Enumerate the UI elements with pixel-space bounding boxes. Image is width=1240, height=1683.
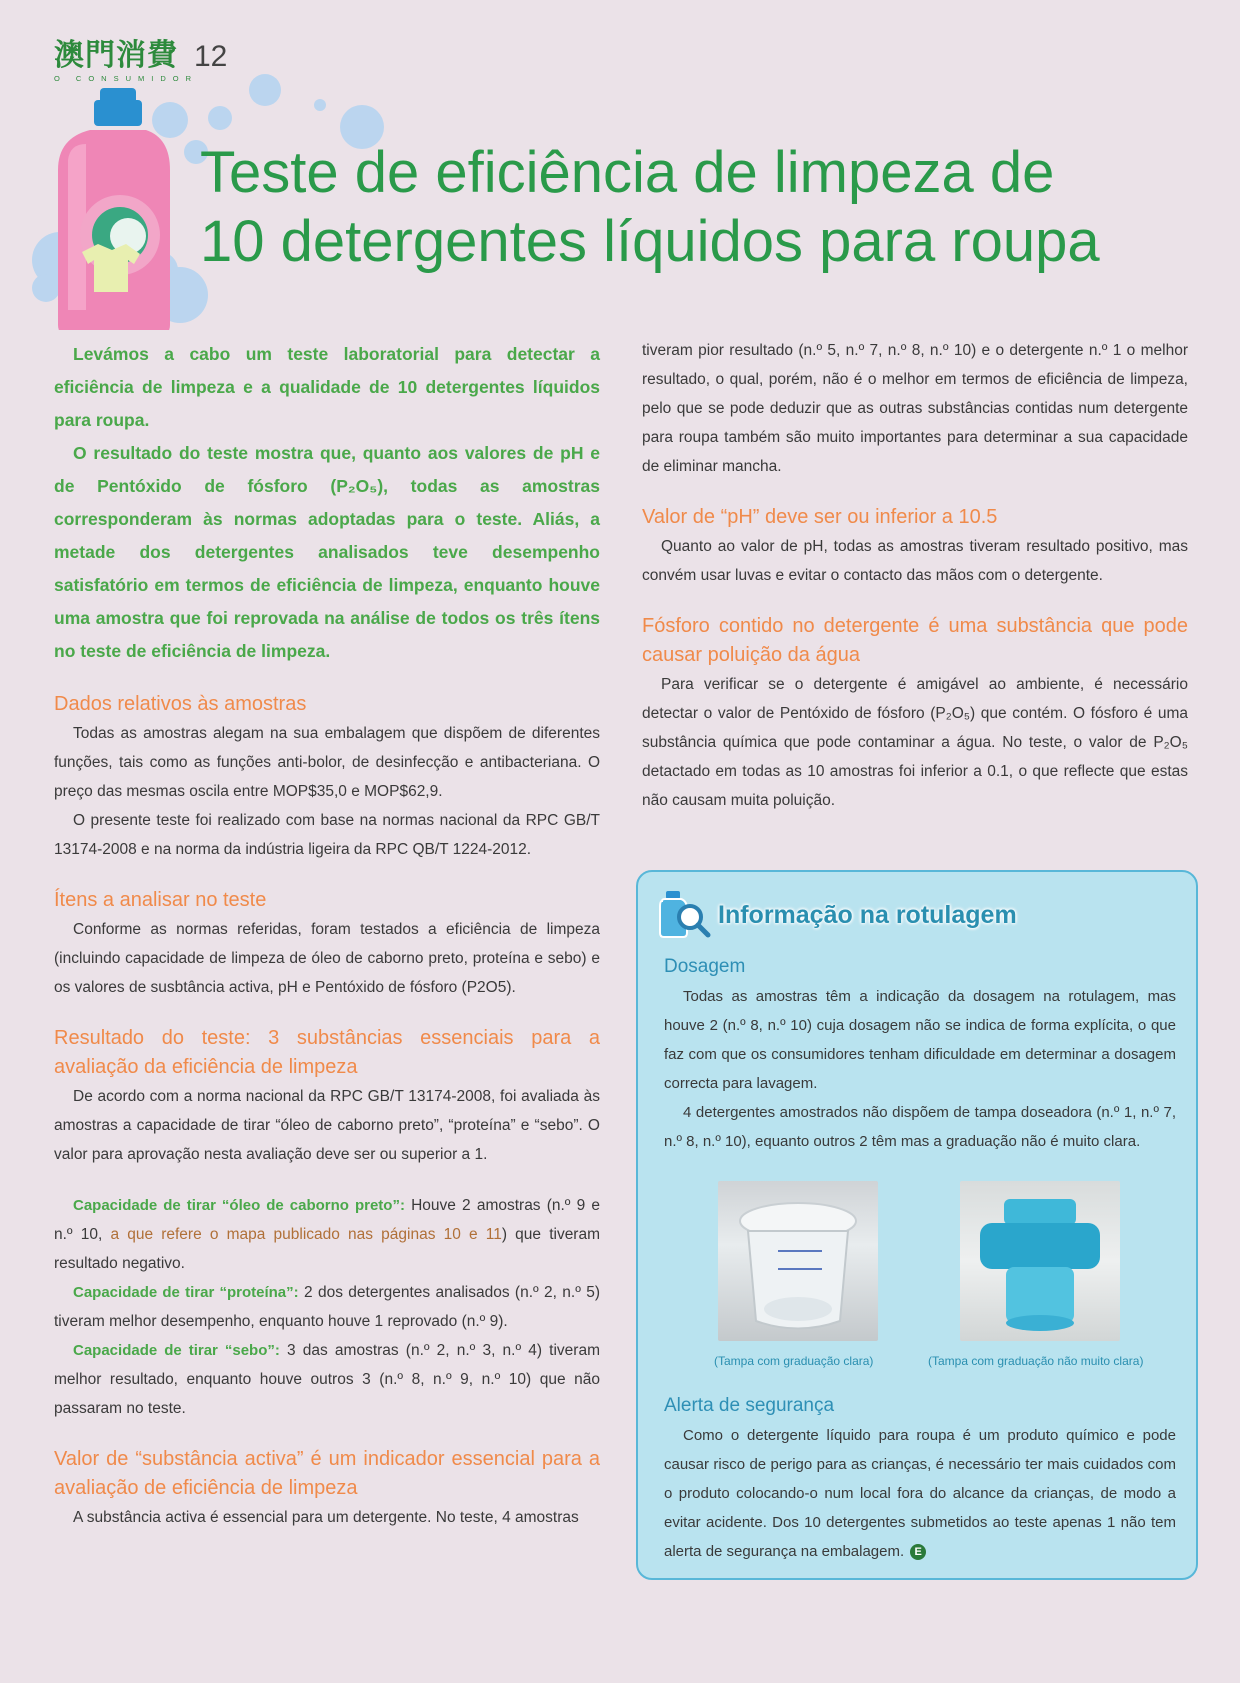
heading-dosagem: Dosagem xyxy=(664,956,746,977)
article-title xyxy=(200,138,1210,276)
oleo-text-2: ) que tiveram resultado negativo. xyxy=(54,1226,601,1272)
activa-paragraph: A substância activa é essencial para um detergente. No teste, 4 amostras xyxy=(73,1509,579,1526)
left-column xyxy=(54,338,600,1532)
oleo-text-1: Houve 2 amostras (n.º 9 e n.º 10, xyxy=(54,1197,600,1243)
end-mark-icon: E xyxy=(910,1544,926,1560)
dados-paragraph-2: O presente teste foi realizado com base na normas nacional da RPC GB/T 13174-2008 e na norma da indústria ligeira da RPC QB/T 1224-2012. xyxy=(54,812,600,858)
intro-section xyxy=(54,338,600,668)
logo-text: 澳門消費 xyxy=(54,38,178,73)
heading-itens: Ítens a analisar no teste xyxy=(54,889,267,911)
heading-fosforo: Fósforo contido no detergente é uma substância que pode causar poluição da água xyxy=(642,615,1188,666)
heading-substancia-activa: Valor de “substância activa” é um indicador essencial para a avaliação de eficiência de limpeza xyxy=(54,1448,600,1499)
label-info-box xyxy=(636,870,1198,1580)
intro-paragraph-1: Levámos a cabo um teste laboratorial para detectar a eficiência de limpeza e a qualidade de 10 detergentes líquidos para roupa. xyxy=(54,344,600,430)
sebo-text: 3 das amostras (n.º 2, n.º 3, n.º 4) tiveram melhor resultado, enquanto houve outros 3 (n.º 8, n.º 9, n.º 10) que não passaram no teste. xyxy=(54,1342,600,1417)
heading-resultado: Resultado do teste: 3 substâncias essenciais para a avaliação da eficiência de limpeza xyxy=(54,1027,600,1078)
intro-paragraph-2: O resultado do teste mostra que, quanto aos valores de pH e de Pentóxido de fósforo (P₂O₅), todas as amostras corresponderam às normas adoptadas para o teste. Aliás, a metade dos detergentes analisados teve desempenho satisfatório em termos de eficiência de limpeza, enquanto houve uma amostra que foi reprovada na análise de todos os três ítens no teste de eficiência de limpeza. xyxy=(54,443,600,661)
dosagem-paragraph-2: 4 detergentes amostrados não dispõem de tampa doseadora (n.º 1, n.º 7, n.º 8, n.º 10), equanto outros 2 têm mas a graduação não é muito clara. xyxy=(664,1104,1176,1150)
resultado-paragraph: De acordo com a norma nacional da RPC GB/T 13174-2008, foi avaliada às amostras a capacidade de tirar “óleo de caborno preto”, “proteína” e “sebo”. O valor para aprovação nesta avaliação deve ser ou superior a 1. xyxy=(54,1088,600,1163)
itens-paragraph: Conforme as normas referidas, foram testados a eficiência de limpeza (incluindo capacidade de limpeza de óleo de caborno preto, proteína e sebo) e os valores de susbtância activa, pH e Pentóxido de fósforo (P2O5). xyxy=(54,921,600,996)
caption-clear-graduation: (Tampa com graduação clara) xyxy=(714,1354,874,1368)
sebo-paragraph xyxy=(54,1336,600,1423)
box-title: Informação na rotulagem xyxy=(718,900,1017,929)
oleo-paragraph xyxy=(54,1191,600,1278)
title-line-2: 10 detergentes líquidos para roupa xyxy=(200,209,1100,274)
bottle-magnifier-icon xyxy=(656,887,712,943)
heading-ph: Valor de “pH” deve ser ou inferior a 10.5 xyxy=(642,506,998,528)
continuation-paragraph: tiveram pior resultado (n.º 5, n.º 7, n.º 8, n.º 10) e o detergente n.º 1 o melhor resultado, o qual, porém, não é o melhor em termos de eficiência de limpeza, pelo que se pode deduzir que as outras substâncias contidas num detergente para roupa também são muito importantes para determinar a sua capacidade de eliminar mancha. xyxy=(642,342,1188,475)
box-header xyxy=(656,890,1017,940)
alerta-paragraph xyxy=(664,1421,1176,1566)
unclear-graduation-cap-photo xyxy=(960,1181,1120,1341)
sebo-label: Capacidade de tirar “sebo”: xyxy=(73,1342,280,1359)
caption-unclear-graduation: (Tampa com graduação não muito clara) xyxy=(928,1354,1144,1368)
cap-photos xyxy=(664,1181,1176,1381)
dados-paragraph-1: Todas as amostras alegam na sua embalagem que dispõem de diferentes funções, tais como as funções anti-bolor, de desinfecção e antibacteriana. O preço das mesmas oscila entre MOP$35,0 e MOP$62,9. xyxy=(54,725,600,800)
map-reference-link: a que refere o mapa publicado nas páginas 10 e 11 xyxy=(110,1226,502,1243)
alerta-text: Como o detergente líquido para roupa é um produto químico e pode causar risco de perigo para as crianças, é necessário ter mais cuidados com o produto colocando-o num local fora do alcance da crianças, de modo a evitar acidente. Dos 10 detergentes submetidos ao teste apenas 1 não tem alerta de segurança na embalagem. xyxy=(664,1427,1176,1560)
page-number: 12 xyxy=(194,40,228,73)
heading-dados: Dados relativos às amostras xyxy=(54,693,307,715)
box-body xyxy=(664,952,1176,1566)
proteina-paragraph xyxy=(54,1278,600,1336)
clear-graduation-cap-photo xyxy=(718,1181,878,1341)
dosagem-paragraph-1: Todas as amostras têm a indicação da dosagem na rotulagem, mas houve 2 (n.º 8, n.º 10) cuja dosagem não se indica de forma explícita, o que faz com que os consumidores tenham dificuldade em determinar a dosagem correcta para lavagem. xyxy=(664,988,1176,1092)
heading-alerta: Alerta de segurança xyxy=(664,1395,835,1416)
fosforo-paragraph: Para verificar se o detergente é amigável ao ambiente, é necessário detectar o valor de Pentóxido de fósforo (P₂O₅) que contém. O fósforo é uma substância química que pode contaminar a água. No teste, o valor de P₂O₅ detactado em todas as 10 amostras foi inferior a 0.1, o que reflecte que estas não causam muita poluição. xyxy=(642,676,1188,809)
right-column xyxy=(642,336,1188,815)
proteina-label: Capacidade de tirar “proteína”: xyxy=(73,1284,299,1301)
oleo-label: Capacidade de tirar “óleo de caborno preto”: xyxy=(73,1197,405,1214)
proteina-text: 2 dos detergentes analisados (n.º 2, n.º 5) tiveram melhor desempenho, enquanto houve 1 reprovado (n.º 9). xyxy=(54,1284,600,1330)
logo-subtitle: O CONSUMIDOR xyxy=(54,74,198,83)
title-line-1: Teste de eficiência de limpeza de xyxy=(200,140,1055,205)
ph-paragraph: Quanto ao valor de pH, todas as amostras tiveram resultado positivo, mas convém usar luvas e evitar o contacto das mãos com o detergente. xyxy=(642,538,1188,584)
